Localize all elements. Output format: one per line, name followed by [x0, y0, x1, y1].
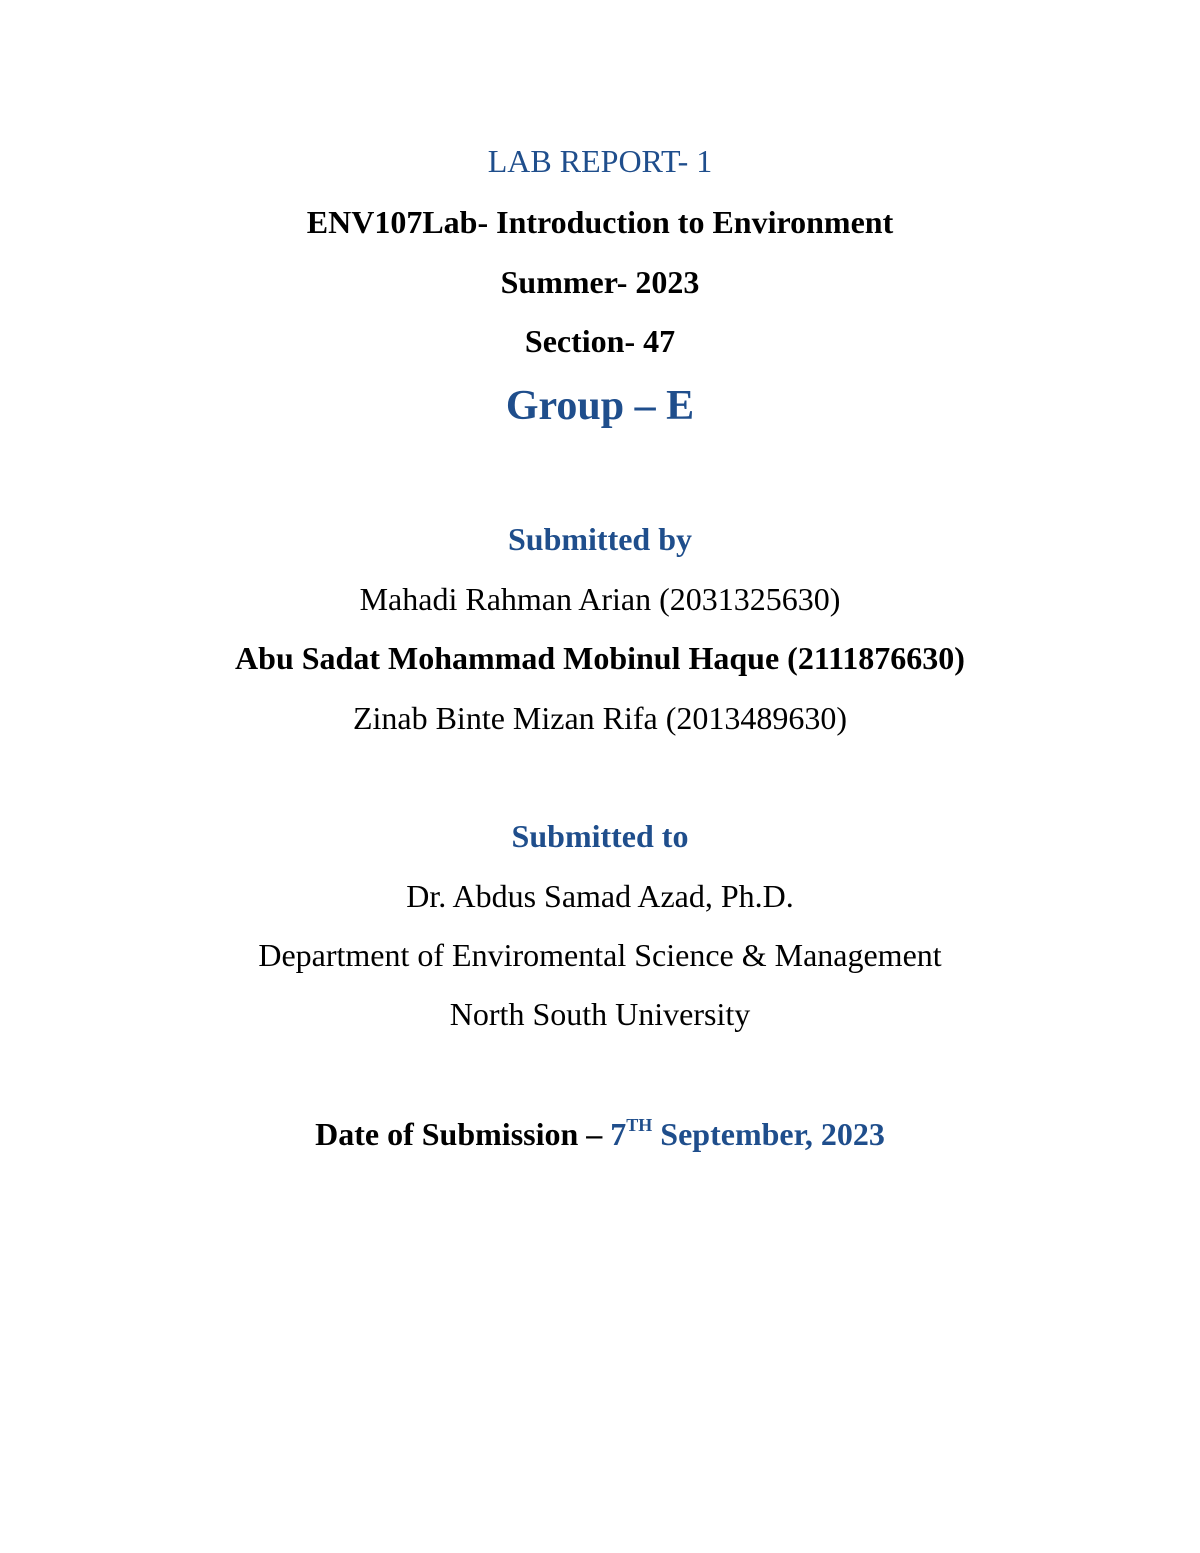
group-name: Group – E — [505, 383, 695, 429]
submission-date-day: 7 — [610, 1116, 627, 1152]
university-name: North South University — [449, 996, 751, 1032]
report-title: LAB REPORT- 1 — [487, 143, 713, 179]
member-name: Zinab Binte Mizan Rifa (2013489630) — [352, 700, 848, 736]
supervisor-name: Dr. Abdus Samad Azad, Ph.D. — [406, 878, 794, 914]
submitted-by-heading: Submitted by — [507, 521, 693, 557]
submitted-to-heading: Submitted to — [511, 818, 689, 854]
department-name: Department of Enviromental Science & Management — [258, 937, 942, 973]
term: Summer- 2023 — [500, 264, 700, 300]
submission-date-day-suffix: TH — [626, 1115, 653, 1135]
submission-date-label: Date of Submission – — [315, 1116, 611, 1152]
submission-date-month-year: September, 2023 — [652, 1116, 885, 1152]
member-name: Mahadi Rahman Arian (2031325630) — [359, 581, 841, 617]
section-number: Section- 47 — [524, 323, 676, 359]
course-title: ENV107Lab- Introduction to Environment — [306, 204, 894, 240]
member-name: Abu Sadat Mohammad Mobinul Haque (2111876630) — [235, 640, 965, 676]
submission-date — [0, 1115, 1200, 1152]
